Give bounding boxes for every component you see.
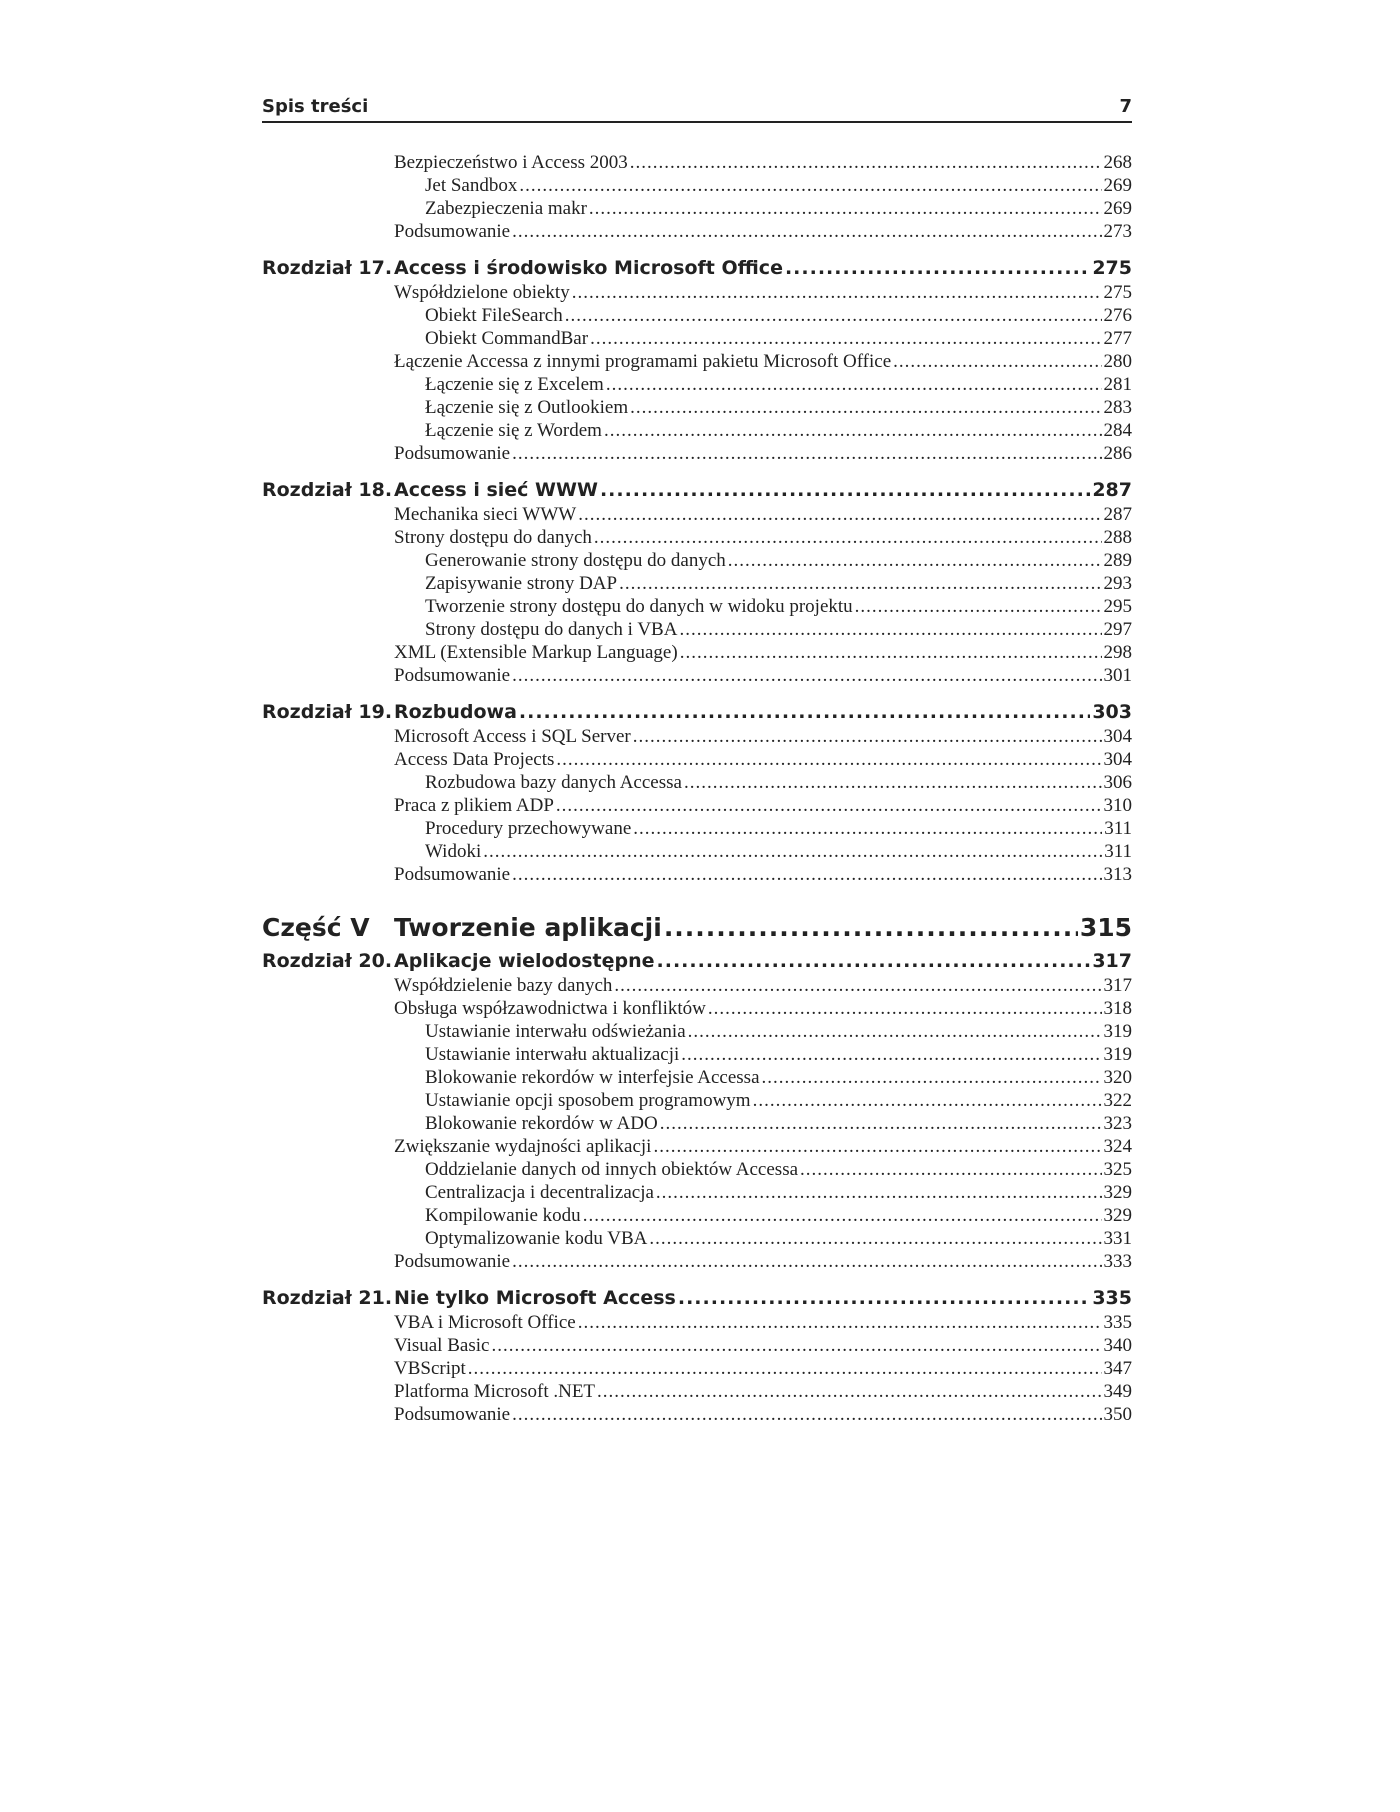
toc-entry-page: 304 xyxy=(1103,726,1132,747)
part-title: Tworzenie aplikacji xyxy=(394,913,662,942)
dot-leader xyxy=(512,1403,1101,1426)
toc-entry-title: Tworzenie strony dostępu do danych w widoku projektu xyxy=(425,596,853,617)
toc-entry[interactable] xyxy=(262,1357,1132,1380)
toc-entry[interactable] xyxy=(262,1181,1132,1204)
dot-leader xyxy=(600,477,1090,503)
toc-entry-page: 286 xyxy=(1103,443,1132,464)
chapter-page: 335 xyxy=(1092,1287,1132,1309)
toc-entry-page: 322 xyxy=(1103,1090,1132,1111)
toc-entry[interactable] xyxy=(262,1334,1132,1357)
toc-entry-page: 293 xyxy=(1103,573,1132,594)
toc-entry-page: 298 xyxy=(1103,642,1132,663)
toc-entry-page: 310 xyxy=(1103,795,1132,816)
toc-entry[interactable] xyxy=(262,327,1132,350)
toc-entry[interactable] xyxy=(262,419,1132,442)
toc-entry[interactable] xyxy=(262,396,1132,419)
toc-entry[interactable] xyxy=(262,725,1132,748)
toc-entry-page: 333 xyxy=(1103,1251,1132,1272)
dot-leader xyxy=(800,1158,1101,1181)
toc-entry-title: Rozbudowa bazy danych Accessa xyxy=(425,772,682,793)
toc-entry-title: Strony dostępu do danych i VBA xyxy=(425,619,678,640)
toc-entry-title: Łączenie się z Wordem xyxy=(425,420,602,441)
toc-entry[interactable] xyxy=(262,1112,1132,1135)
dot-leader xyxy=(519,699,1090,725)
toc-entry-page: 311 xyxy=(1104,841,1132,862)
dot-leader xyxy=(708,997,1102,1020)
toc-part-heading[interactable] xyxy=(262,912,1132,944)
dot-leader xyxy=(684,771,1102,794)
toc-entry-title: Platforma Microsoft .NET xyxy=(394,1381,596,1402)
toc-entry-title: Generowanie strony dostępu do danych xyxy=(425,550,726,571)
toc-entry[interactable] xyxy=(262,817,1132,840)
toc-entry[interactable] xyxy=(262,350,1132,373)
toc-entry-title: Zabezpieczenia makr xyxy=(425,198,587,219)
toc-entry[interactable] xyxy=(262,1135,1132,1158)
toc-entry-title: Podsumowanie xyxy=(394,665,511,686)
dot-leader xyxy=(855,595,1102,618)
dot-leader xyxy=(483,840,1102,863)
toc-entry[interactable] xyxy=(262,974,1132,997)
toc-entry-page: 276 xyxy=(1103,305,1132,326)
toc-entry-title: VBA i Microsoft Office xyxy=(394,1312,576,1333)
toc-entry-title: Jet Sandbox xyxy=(425,175,518,196)
toc-page xyxy=(262,96,1132,1426)
toc-entry-page: 340 xyxy=(1103,1335,1132,1356)
toc-entry[interactable] xyxy=(262,641,1132,664)
toc-entry-page: 313 xyxy=(1103,864,1132,885)
toc-entry[interactable] xyxy=(262,1403,1132,1426)
toc-section-entries xyxy=(262,503,1132,687)
toc-entry[interactable] xyxy=(262,618,1132,641)
toc-entry-title: Mechanika sieci WWW xyxy=(394,504,577,525)
toc-entry[interactable] xyxy=(262,1311,1132,1334)
toc-section-entries xyxy=(262,725,1132,886)
dot-leader xyxy=(633,725,1102,748)
toc-entry-page: 347 xyxy=(1103,1358,1132,1379)
toc-entry[interactable] xyxy=(262,151,1132,174)
dot-leader xyxy=(594,526,1102,549)
dot-leader xyxy=(597,1380,1101,1403)
toc-chapter-heading[interactable] xyxy=(262,477,1132,503)
toc-entry-page: 283 xyxy=(1103,397,1132,418)
toc-entry-title: Współdzielone obiekty xyxy=(394,282,570,303)
dot-leader xyxy=(657,948,1091,974)
toc-entry-title: Blokowanie rekordów w interfejsie Accessa xyxy=(425,1067,760,1088)
toc-entry-page: 281 xyxy=(1103,374,1132,395)
dot-leader xyxy=(893,350,1101,373)
toc-entry[interactable] xyxy=(262,373,1132,396)
dot-leader xyxy=(762,1066,1102,1089)
dot-leader xyxy=(578,1311,1102,1334)
chapter-page: 275 xyxy=(1092,257,1132,279)
toc-entry-title: Podsumowanie xyxy=(394,443,511,464)
toc-entry-page: 269 xyxy=(1103,175,1132,196)
toc-entry-page: 320 xyxy=(1103,1067,1132,1088)
toc-entry-page: 335 xyxy=(1103,1312,1132,1333)
toc-entry-page: 311 xyxy=(1104,818,1132,839)
toc-entry-title: Zwiększanie wydajności aplikacji xyxy=(394,1136,652,1157)
toc-entry-page: 277 xyxy=(1103,328,1132,349)
dot-leader xyxy=(679,618,1101,641)
toc-section-entries xyxy=(262,151,1132,243)
dot-leader xyxy=(590,327,1101,350)
dot-leader xyxy=(633,817,1102,840)
dot-leader xyxy=(630,151,1102,174)
dot-leader xyxy=(572,281,1102,304)
toc-entry[interactable] xyxy=(262,997,1132,1020)
toc-entry-title: Optymalizowanie kodu VBA xyxy=(425,1228,648,1249)
toc-entry-page: 331 xyxy=(1103,1228,1132,1249)
toc-entry-title: Obsługa współzawodnictwa i konfliktów xyxy=(394,998,706,1019)
chapter-label: Rozdział 17. xyxy=(262,257,393,279)
toc-entry-title: Praca z plikiem ADP xyxy=(394,795,554,816)
dot-leader xyxy=(653,1135,1101,1158)
toc-chapter-heading[interactable] xyxy=(262,699,1132,725)
dot-leader xyxy=(664,912,1078,944)
dot-leader xyxy=(649,1227,1101,1250)
toc-entry-title: Oddzielanie danych od innych obiektów Accessa xyxy=(425,1159,799,1180)
toc-chapter-heading[interactable] xyxy=(262,1285,1132,1311)
toc-entry-page: 301 xyxy=(1103,665,1132,686)
toc-entry[interactable] xyxy=(262,1204,1132,1227)
toc-entry-page: 329 xyxy=(1103,1205,1132,1226)
toc-section-entries xyxy=(262,281,1132,465)
toc-entry[interactable] xyxy=(262,572,1132,595)
toc-entry[interactable] xyxy=(262,197,1132,220)
toc-entry[interactable] xyxy=(262,1227,1132,1250)
dot-leader xyxy=(678,1285,1090,1311)
dot-leader xyxy=(512,664,1101,687)
toc-entry-page: 275 xyxy=(1103,282,1132,303)
toc-entry[interactable] xyxy=(262,1043,1132,1066)
toc-entry[interactable] xyxy=(262,748,1132,771)
toc-entry[interactable] xyxy=(262,771,1132,794)
chapter-label: Rozdział 20. xyxy=(262,950,393,972)
toc-entry-page: 317 xyxy=(1103,975,1132,996)
dot-leader xyxy=(491,1334,1101,1357)
dot-leader xyxy=(606,373,1102,396)
dot-leader xyxy=(681,1043,1101,1066)
toc-entry-title: VBScript xyxy=(394,1358,466,1379)
dot-leader xyxy=(556,748,1101,771)
dot-leader xyxy=(565,304,1102,327)
toc-section-entries xyxy=(262,1311,1132,1426)
dot-leader xyxy=(468,1357,1102,1380)
toc-entry-page: 280 xyxy=(1103,351,1132,372)
toc-entry-title: Procedury przechowywane xyxy=(425,818,632,839)
toc-entry-title: Zapisywanie strony DAP xyxy=(425,573,618,594)
dot-leader xyxy=(589,197,1102,220)
dot-leader xyxy=(680,641,1102,664)
dot-leader xyxy=(512,442,1101,465)
toc-entry-page: 318 xyxy=(1103,998,1132,1019)
toc-entry-title: Łączenie się z Outlookiem xyxy=(425,397,629,418)
toc-entry-page: 329 xyxy=(1103,1182,1132,1203)
toc-entry-title: Strony dostępu do danych xyxy=(394,527,592,548)
running-header xyxy=(262,96,1132,123)
toc-entry-title: Współdzielenie bazy danych xyxy=(394,975,613,996)
dot-leader xyxy=(630,396,1101,419)
toc-entry[interactable] xyxy=(262,1020,1132,1043)
toc-entry-page: 268 xyxy=(1103,152,1132,173)
chapter-title: Access i sieć WWW xyxy=(394,479,598,501)
toc-entry-title: Blokowanie rekordów w ADO xyxy=(425,1113,658,1134)
toc-entry-page: 288 xyxy=(1103,527,1132,548)
toc-entry-page: 289 xyxy=(1103,550,1132,571)
toc-entry-title: Kompilowanie kodu xyxy=(425,1205,581,1226)
part-label: Część V xyxy=(262,913,370,942)
toc-entry-title: Obiekt CommandBar xyxy=(425,328,589,349)
toc-entry[interactable] xyxy=(262,1158,1132,1181)
toc-entry-title: Podsumowanie xyxy=(394,1251,511,1272)
dot-leader xyxy=(656,1181,1102,1204)
running-header-title: Spis treści xyxy=(262,96,369,117)
toc-entry-title: Centralizacja i decentralizacja xyxy=(425,1182,654,1203)
dot-leader xyxy=(614,974,1101,997)
chapter-title: Access i środowisko Microsoft Office xyxy=(394,257,783,279)
toc-entry[interactable] xyxy=(262,220,1132,243)
toc-chapter-heading[interactable] xyxy=(262,255,1132,281)
toc-entry-title: Ustawianie opcji sposobem programowym xyxy=(425,1090,751,1111)
toc-entry-title: Podsumowanie xyxy=(394,1404,511,1425)
toc-section-entries xyxy=(262,974,1132,1273)
toc-entry-title: XML (Extensible Markup Language) xyxy=(394,642,678,663)
dot-leader xyxy=(604,419,1102,442)
dot-leader xyxy=(578,503,1101,526)
table-of-contents xyxy=(262,151,1132,1426)
chapter-title: Aplikacje wielodostępne xyxy=(394,950,655,972)
toc-entry[interactable] xyxy=(262,549,1132,572)
toc-entry-title: Łączenie się z Excelem xyxy=(425,374,604,395)
toc-entry[interactable] xyxy=(262,174,1132,197)
dot-leader xyxy=(512,1250,1101,1273)
toc-entry-title: Access Data Projects xyxy=(394,749,555,770)
dot-leader xyxy=(619,572,1101,595)
dot-leader xyxy=(583,1204,1102,1227)
dot-leader xyxy=(728,549,1102,572)
toc-entry-title: Visual Basic xyxy=(394,1335,490,1356)
toc-entry-title: Obiekt FileSearch xyxy=(425,305,563,326)
toc-entry-title: Microsoft Access i SQL Server xyxy=(394,726,631,747)
toc-entry-page: 323 xyxy=(1103,1113,1132,1134)
toc-entry-page: 273 xyxy=(1103,221,1132,242)
dot-leader xyxy=(753,1089,1102,1112)
toc-entry-page: 284 xyxy=(1103,420,1132,441)
part-page: 315 xyxy=(1079,913,1132,942)
running-header-page-number: 7 xyxy=(1119,96,1132,117)
toc-entry-title: Łączenie Accessa z innymi programami pakietu Microsoft Office xyxy=(394,351,892,372)
toc-entry-title: Podsumowanie xyxy=(394,864,511,885)
toc-entry[interactable] xyxy=(262,503,1132,526)
toc-chapter-heading[interactable] xyxy=(262,948,1132,974)
toc-entry[interactable] xyxy=(262,595,1132,618)
toc-entry[interactable] xyxy=(262,840,1132,863)
toc-entry-page: 269 xyxy=(1103,198,1132,219)
toc-entry-title: Bezpieczeństwo i Access 2003 xyxy=(394,152,628,173)
toc-entry[interactable] xyxy=(262,1250,1132,1273)
chapter-label: Rozdział 21. xyxy=(262,1287,393,1309)
toc-entry-title: Podsumowanie xyxy=(394,221,511,242)
toc-entry-page: 297 xyxy=(1103,619,1132,640)
toc-entry[interactable] xyxy=(262,526,1132,549)
toc-entry-page: 325 xyxy=(1103,1159,1132,1180)
chapter-page: 317 xyxy=(1092,950,1132,972)
toc-entry-page: 324 xyxy=(1103,1136,1132,1157)
toc-entry[interactable] xyxy=(262,794,1132,817)
toc-entry-page: 287 xyxy=(1103,504,1132,525)
toc-entry[interactable] xyxy=(262,664,1132,687)
chapter-page: 303 xyxy=(1092,701,1132,723)
toc-entry[interactable] xyxy=(262,863,1132,886)
dot-leader xyxy=(519,174,1101,197)
toc-entry-page: 306 xyxy=(1103,772,1132,793)
chapter-title: Rozbudowa xyxy=(394,701,517,723)
toc-entry[interactable] xyxy=(262,1089,1132,1112)
toc-entry[interactable] xyxy=(262,1380,1132,1403)
toc-entry-page: 304 xyxy=(1103,749,1132,770)
toc-entry-page: 319 xyxy=(1103,1021,1132,1042)
dot-leader xyxy=(512,863,1101,886)
toc-entry-page: 319 xyxy=(1103,1044,1132,1065)
dot-leader xyxy=(512,220,1101,243)
chapter-label: Rozdział 18. xyxy=(262,479,393,501)
chapter-page: 287 xyxy=(1092,479,1132,501)
toc-entry[interactable] xyxy=(262,281,1132,304)
toc-entry[interactable] xyxy=(262,442,1132,465)
toc-entry[interactable] xyxy=(262,304,1132,327)
toc-entry-page: 295 xyxy=(1103,596,1132,617)
toc-entry-title: Widoki xyxy=(425,841,482,862)
toc-entry-title: Ustawianie interwału aktualizacji xyxy=(425,1044,680,1065)
toc-entry-page: 350 xyxy=(1103,1404,1132,1425)
dot-leader xyxy=(785,255,1090,281)
toc-entry-page: 349 xyxy=(1103,1381,1132,1402)
dot-leader xyxy=(660,1112,1102,1135)
toc-entry[interactable] xyxy=(262,1066,1132,1089)
chapter-title: Nie tylko Microsoft Access xyxy=(394,1287,676,1309)
toc-entry-title: Ustawianie interwału odświeżania xyxy=(425,1021,686,1042)
dot-leader xyxy=(556,794,1102,817)
chapter-label: Rozdział 19. xyxy=(262,701,393,723)
dot-leader xyxy=(688,1020,1102,1043)
